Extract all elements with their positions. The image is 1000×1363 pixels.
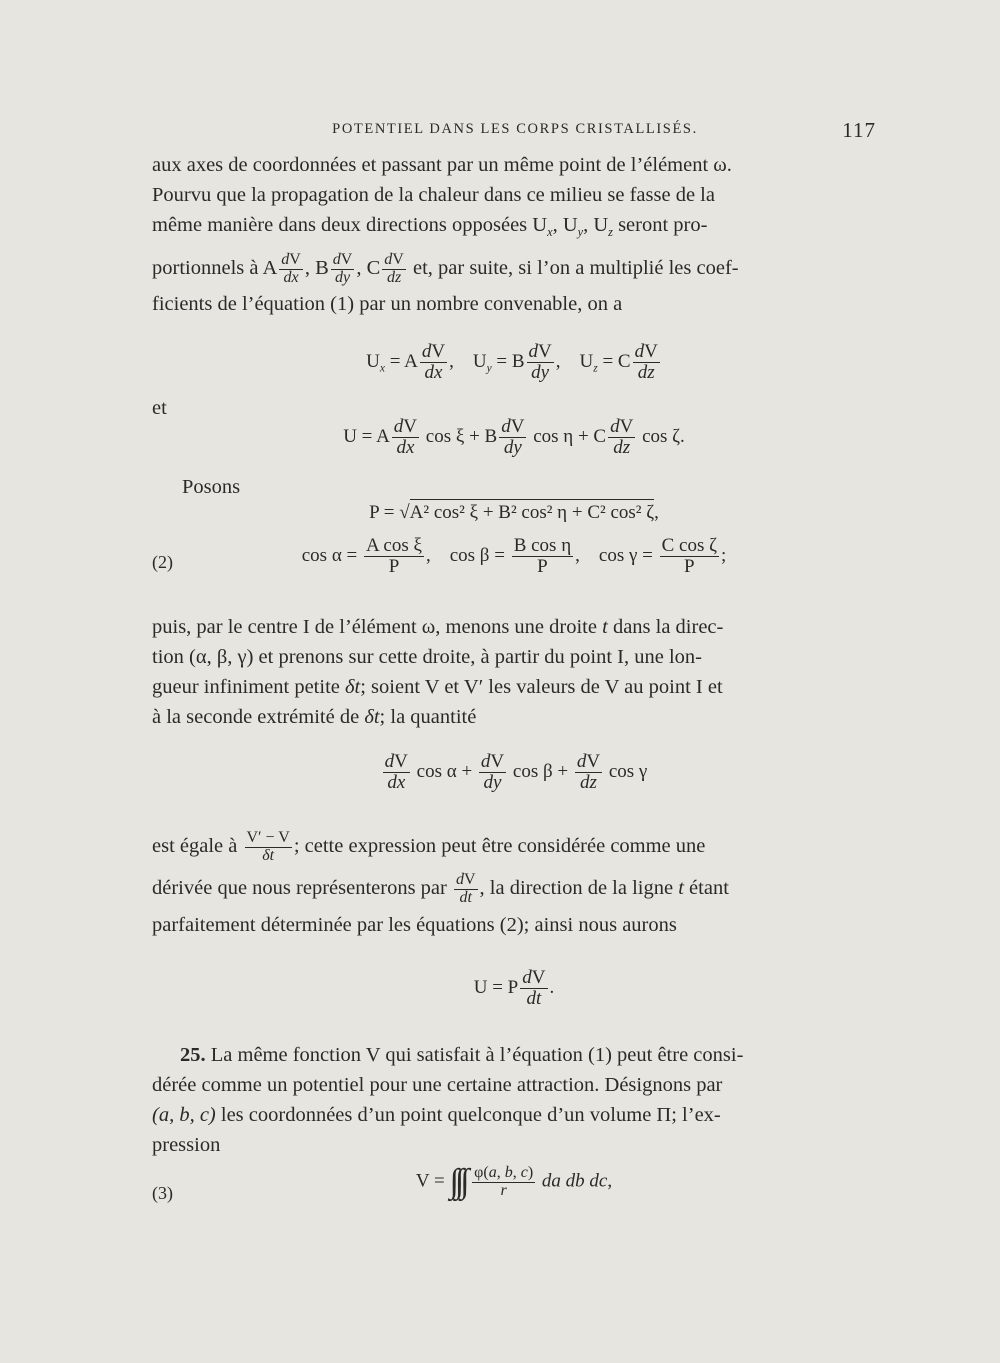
text-line: gueur infiniment petite δt; soient V et V′ les valeurs de V au point I et bbox=[152, 676, 723, 698]
word-posons: Posons bbox=[182, 476, 241, 498]
text-line: (a, b, c) les coordonnées d’un point quelconque d’un volume Π; l’ex- bbox=[152, 1104, 721, 1126]
equation-p: P = √A² cos² ξ + B² cos² η + C² cos² ζ, bbox=[152, 502, 876, 524]
page-number: 117 bbox=[842, 118, 876, 142]
word-et: et bbox=[152, 397, 167, 419]
text-line: pression bbox=[152, 1134, 221, 1156]
text-line: à la seconde extrémité de δt; la quantité bbox=[152, 706, 477, 728]
text-line: portionnels à A $\frac{dV}{dx}$ , B $\frac{dV}{dy}$ , C $\frac{dV}{dz}$ et, par suite, si l’on a multiplié les coef- bbox=[152, 251, 739, 286]
page-header bbox=[152, 118, 878, 142]
paragraph-4 bbox=[152, 1040, 876, 1160]
text-line: 25. La même fonction V qui satisfait à l’équation (1) peut être consi- bbox=[180, 1044, 744, 1066]
paragraph-3 bbox=[152, 826, 876, 940]
text-line: parfaitement déterminée par les équations (2); ainsi nous aurons bbox=[152, 914, 677, 936]
paragraph-2 bbox=[152, 612, 876, 732]
text-line: dérivée que nous représenterons par $\frac{dV}{dt}$ , la direction de la ligne t étant bbox=[152, 871, 729, 906]
text-line: même manière dans deux directions opposées $U_x$, $U_y$, $U_z$ seront pro- bbox=[152, 214, 708, 240]
equation-u: U = A $\frac{dV}{dx}$ cos ξ + B $\frac{dV}{dy}$ cos η + C $\frac{dV}{dz}$ cos ζ. bbox=[343, 416, 685, 458]
equation-number-3: (3) bbox=[152, 1183, 173, 1203]
section-number: 25. bbox=[180, 1044, 206, 1066]
equation-2: cos α = $\frac{\text{A cos ξ}}{P}$ , cos β = $\frac{\text{B cos η}}{P}$ , cos γ = $\frac{\text{C cos ζ}}{P}$ ; bbox=[301, 535, 727, 577]
text-line: dérée comme un potentiel pour une certaine attraction. Désignons par bbox=[152, 1074, 723, 1096]
paragraph-1 bbox=[152, 150, 876, 319]
text-line: Pourvu que la propagation de la chaleur dans ce milieu se fasse de la bbox=[152, 184, 715, 206]
equation-number-2: (2) bbox=[152, 552, 173, 572]
text-line: est égale à $\frac{V' - V}{\delta t}$ ; cette expression peut être considérée comme une bbox=[152, 829, 706, 864]
text-line: puis, par le centre I de l’élément ω, menons une droite t dans la direc- bbox=[152, 616, 724, 638]
text-line: aux axes de coordonnées et passant par un même point de l’élément ω. bbox=[152, 154, 732, 176]
running-head: POTENTIEL DANS LES CORPS CRISTALLISÉS. bbox=[332, 121, 698, 137]
equation-components: $U_x = A$ $\frac{dV}{dx}$ , $U_y = B$ $\frac{dV}{dy}$ , $U_z = C$ $\frac{dV}{dz}$ bbox=[366, 341, 658, 383]
text-line: ficients de l’équation (1) par un nombre convenable, on a bbox=[152, 293, 623, 316]
equation-u-p: U = P $\frac{dV}{dt}$ . bbox=[473, 967, 555, 1009]
equation-directional: $\frac{dV}{dx}$ cos α + $\frac{dV}{dy}$ cos β + $\frac{dV}{dz}$ cos γ bbox=[384, 751, 648, 793]
text-line: tion (α, β, γ) et prenons sur cette droite, à partir du point I, une lon- bbox=[152, 646, 702, 668]
equation-3: V = ∫∫∫ $\frac{\varphi(a, b, c)}{r}$ da db dc, bbox=[415, 1163, 613, 1200]
